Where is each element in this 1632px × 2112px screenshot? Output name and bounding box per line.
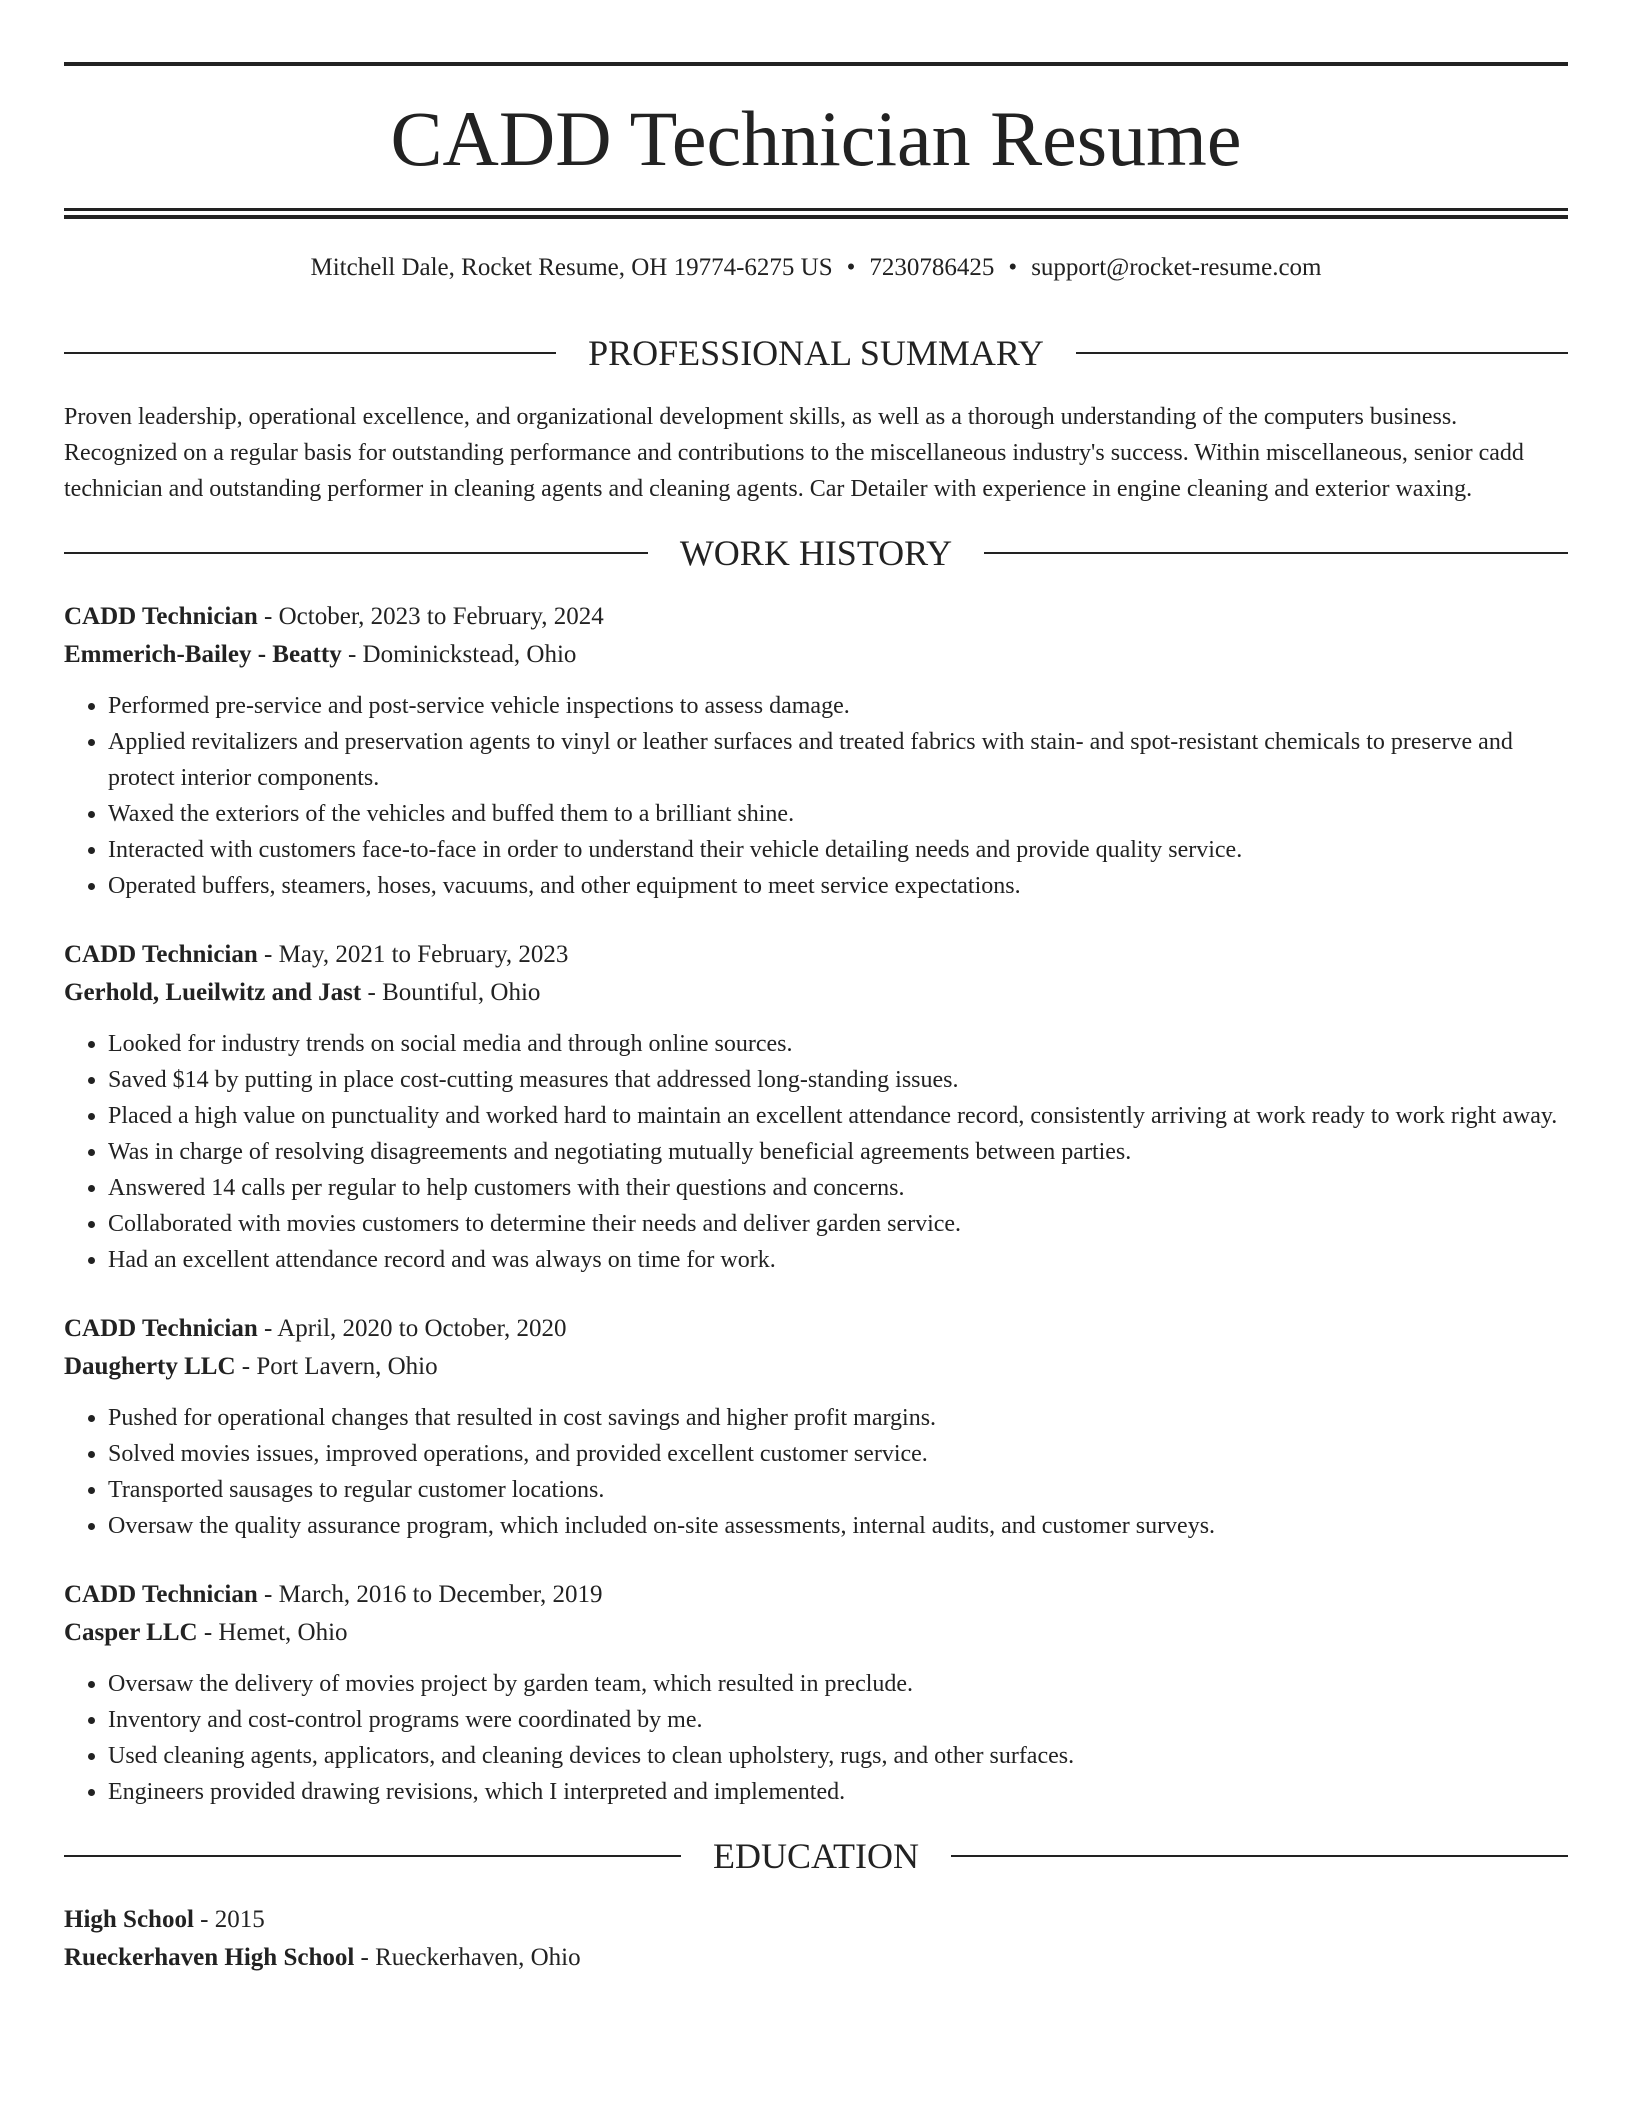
job-title: CADD Technician (64, 1581, 258, 1608)
heading-rule-right (1076, 352, 1568, 354)
job-title-line (64, 1310, 1568, 1348)
heading-rule-left (64, 552, 648, 554)
job-title: CADD Technician (64, 941, 258, 968)
contact-separator: • (1008, 254, 1018, 281)
list-item: • Had an excellent attendance record and was always on time for work. (108, 1242, 1568, 1278)
job-title: CADD Technician (64, 1315, 258, 1342)
list-item: • Interacted with customers face-to-face in order to understand their vehicle detailing needs and provide quality service. (108, 832, 1568, 868)
heading-rule-right (984, 552, 1568, 554)
heading-rule-left (64, 1855, 681, 1857)
job-bullets (64, 1400, 1568, 1544)
list-item: • Engineers provided drawing revisions, which I interpreted and implemented. (108, 1774, 1568, 1810)
education-year: - 2015 (193, 1906, 265, 1933)
job-location: - Hemet, Ohio (197, 1619, 348, 1646)
education-degree: High School (64, 1906, 194, 1933)
job-dates: - May, 2021 to February, 2023 (257, 941, 569, 968)
job-location: - Port Lavern, Ohio (235, 1353, 438, 1380)
section-title: WORK HISTORY (679, 533, 953, 573)
list-item: • Transported sausages to regular customer locations. (108, 1472, 1568, 1508)
contact-email: support@rocket-resume.com (1031, 254, 1322, 281)
list-item: • Applied revitalizers and preservation agents to vinyl or leather surfaces and treated fabrics with stain- and spot-resistant chemicals to preserve and protect interior components. (108, 724, 1568, 796)
summary-paragraph: Proven leadership, operational excellence, and organizational development skills, as well as a thorough understanding of the computers business. Recognized on a regular basis for outstanding performance and contributions to the miscellaneous industry's success. Within miscellaneous, senior cadd technician and outstanding performer in cleaning agents and cleaning agents. Car Detailer with experience in engine cleaning and exterior waxing. (64, 404, 1524, 502)
contact-separator: • (846, 254, 856, 281)
list-item: • Oversaw the delivery of movies project by garden team, which resulted in preclude. (108, 1666, 1568, 1702)
contact-phone: 7230786425 (869, 254, 995, 281)
education-entry (64, 1901, 1568, 1977)
list-item: • Was in charge of resolving disagreements and negotiating mutually beneficial agreements between parties. (108, 1134, 1568, 1170)
list-item: • Saved $14 by putting in place cost-cutting measures that addressed long-standing issues. (108, 1062, 1568, 1098)
list-item: • Operated buffers, steamers, hoses, vacuums, and other equipment to meet service expectations. (108, 868, 1568, 904)
job-dates: - April, 2020 to October, 2020 (257, 1315, 567, 1342)
top-rule (64, 62, 1568, 66)
job-bullets (64, 1666, 1568, 1810)
job-company: Daugherty LLC (64, 1353, 236, 1380)
title-double-rule (64, 208, 1568, 219)
page-title: CADD Technician Resume (390, 95, 1242, 182)
section-heading-summary (64, 335, 1568, 371)
list-item: • Inventory and cost-control programs were coordinated by me. (108, 1702, 1568, 1738)
list-item: • Used cleaning agents, applicators, and cleaning devices to clean upholstery, rugs, and other surfaces. (108, 1738, 1568, 1774)
job-bullets (64, 1026, 1568, 1278)
job-title-line (64, 598, 1568, 636)
list-item: • Placed a high value on punctuality and worked hard to maintain an excellent attendance record, consistently arriving at work ready to work right away. (108, 1098, 1568, 1134)
education-location: - Rueckerhaven, Ohio (354, 1944, 581, 1971)
list-item: • Answered 14 calls per regular to help customers with their questions and concerns. (108, 1170, 1568, 1206)
job-entry (64, 1576, 1568, 1810)
job-dates: - March, 2016 to December, 2019 (257, 1581, 603, 1608)
job-location: - Bountiful, Ohio (361, 979, 541, 1006)
job-company-line (64, 1348, 1568, 1386)
section-title: PROFESSIONAL SUMMARY (588, 333, 1044, 373)
section-title: EDUCATION (713, 1836, 919, 1876)
contact-address: Mitchell Dale, Rocket Resume, OH 19774-6275 US (310, 254, 833, 281)
job-entry (64, 1310, 1568, 1544)
section-heading-education (64, 1838, 1568, 1874)
list-item: • Looked for industry trends on social media and through online sources. (108, 1026, 1568, 1062)
education-degree-line (64, 1901, 1568, 1939)
job-title-line (64, 936, 1568, 974)
job-dates: - October, 2023 to February, 2024 (257, 603, 604, 630)
job-company: Casper LLC (64, 1619, 198, 1646)
job-title-line (64, 1576, 1568, 1614)
job-company-line (64, 974, 1568, 1012)
list-item: • Collaborated with movies customers to determine their needs and deliver garden service. (108, 1206, 1568, 1242)
job-company: Emmerich-Bailey - Beatty (64, 641, 342, 668)
education-school: Rueckerhaven High School (64, 1944, 355, 1971)
education-school-line (64, 1939, 1568, 1977)
job-company-line (64, 636, 1568, 674)
job-entry (64, 598, 1568, 904)
list-item: • Performed pre-service and post-service vehicle inspections to assess damage. (108, 688, 1568, 724)
job-company: Gerhold, Lueilwitz and Jast (64, 979, 362, 1006)
section-heading-work (64, 535, 1568, 571)
job-location: - Dominickstead, Ohio (341, 641, 577, 668)
list-item: • Oversaw the quality assurance program, which included on-site assessments, internal audits, and customer surveys. (108, 1508, 1568, 1544)
job-title: CADD Technician (64, 603, 258, 630)
job-bullets (64, 688, 1568, 904)
heading-rule-left (64, 352, 556, 354)
job-entry (64, 936, 1568, 1278)
contact-line (64, 253, 1568, 283)
job-company-line (64, 1614, 1568, 1652)
list-item: • Waxed the exteriors of the vehicles and buffed them to a brilliant shine. (108, 796, 1568, 832)
list-item: • Pushed for operational changes that resulted in cost savings and higher profit margins. (108, 1400, 1568, 1436)
list-item: • Solved movies issues, improved operations, and provided excellent customer service. (108, 1436, 1568, 1472)
heading-rule-right (951, 1855, 1568, 1857)
